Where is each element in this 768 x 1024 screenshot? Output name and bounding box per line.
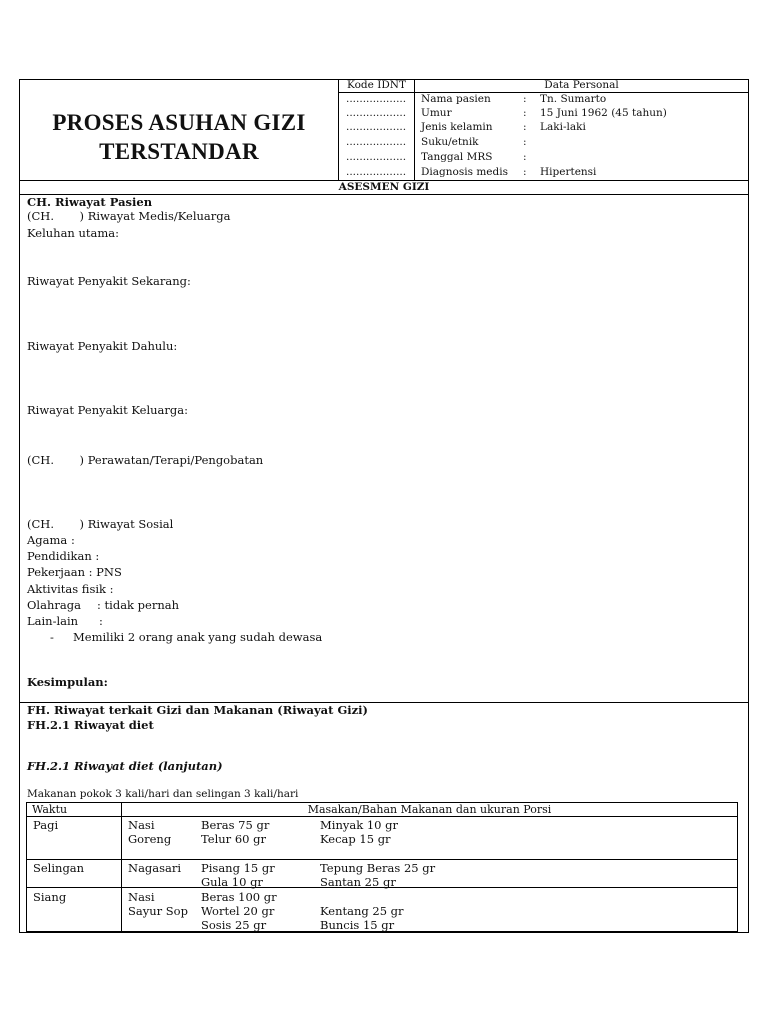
table-cell: Pisang 15 gr bbox=[201, 861, 275, 875]
table-header-masakan: Masakan/Bahan Makanan dan ukuran Porsi bbox=[307, 803, 552, 816]
olahraga-value: : tidak pernah bbox=[97, 598, 180, 612]
asesmen-title: ASESMEN GIZI bbox=[338, 181, 430, 193]
table-cell: Nasi bbox=[128, 890, 155, 904]
data-personal-header: Data Personal bbox=[544, 79, 619, 91]
ch-perawatan: (CH. ) Perawatan/Terapi/Pengobatan bbox=[27, 453, 264, 467]
riwayat-sekarang-label: Riwayat Penyakit Sekarang: bbox=[27, 274, 191, 288]
aktivitas-label: Aktivitas fisik : bbox=[27, 582, 114, 596]
kode-dots: .................. bbox=[346, 107, 407, 119]
field-value: Hipertensi bbox=[540, 166, 597, 178]
field-colon: : bbox=[523, 136, 527, 148]
lain-lain-label: Lain-lain bbox=[27, 614, 79, 628]
makan-pokok-note: Makanan pokok 3 kali/hari dan selingan 3 kali/hari bbox=[27, 788, 299, 800]
table-cell: Beras 75 gr bbox=[201, 818, 270, 832]
ch-riwayat-sosial: (CH. ) Riwayat Sosial bbox=[27, 517, 174, 531]
table-cell: Siang bbox=[33, 890, 67, 904]
table-cell: Minyak 10 gr bbox=[320, 818, 398, 832]
kode-idnt-header: Kode IDNT bbox=[347, 79, 406, 91]
kode-dots: .................. bbox=[346, 151, 407, 163]
table-header-line bbox=[26, 816, 738, 817]
table-cell: Tepung Beras 25 gr bbox=[320, 861, 436, 875]
field-colon: : bbox=[523, 107, 527, 119]
table-cell: Selingan bbox=[33, 861, 85, 875]
table-cell: Goreng bbox=[128, 832, 172, 846]
table-cell: Kentang 25 gr bbox=[320, 904, 404, 918]
field-colon: : bbox=[523, 151, 527, 163]
table-cell: Kecap 15 gr bbox=[320, 832, 391, 846]
field-colon: : bbox=[523, 93, 527, 105]
frame-bottom bbox=[19, 932, 749, 933]
kesimpulan-label: Kesimpulan: bbox=[27, 675, 108, 689]
riwayat-dahulu-label: Riwayat Penyakit Dahulu: bbox=[27, 339, 178, 353]
keluhan-utama-label: Keluhan utama: bbox=[27, 226, 120, 240]
table-cell: Wortel 20 gr bbox=[201, 904, 275, 918]
fh-title: FH. Riwayat terkait Gizi dan Makanan (Riwayat Gizi) bbox=[27, 703, 368, 717]
table-cell: Pagi bbox=[33, 818, 59, 832]
table-cell: Sosis 25 gr bbox=[201, 918, 267, 932]
kode-dots: .................. bbox=[346, 93, 407, 105]
frame-left bbox=[19, 79, 20, 933]
table-header-waktu: Waktu bbox=[32, 803, 68, 816]
field-value: Tn. Sumarto bbox=[540, 93, 607, 105]
table-left bbox=[26, 802, 27, 932]
table-cell: Santan 25 gr bbox=[320, 875, 396, 889]
table-cell: Beras 100 gr bbox=[201, 890, 277, 904]
lain-lain-colon: : bbox=[99, 614, 103, 628]
table-row-line bbox=[26, 859, 738, 860]
field-label: Jenis kelamin bbox=[421, 121, 493, 133]
ch-riwayat-medis: (CH. ) Riwayat Medis/Keluarga bbox=[27, 209, 231, 223]
table-cell: Gula 10 gr bbox=[201, 875, 263, 889]
pekerjaan-label: Pekerjaan : PNS bbox=[27, 565, 122, 579]
kode-dots: .................. bbox=[346, 136, 407, 148]
bullet-dash: - bbox=[50, 630, 54, 644]
field-label: Tanggal MRS bbox=[421, 151, 493, 163]
field-value: 15 Juni 1962 (45 tahun) bbox=[540, 107, 667, 119]
field-colon: : bbox=[523, 166, 527, 178]
riwayat-keluarga-label: Riwayat Penyakit Keluarga: bbox=[27, 403, 188, 417]
form-title-line2: TERSTANDAR bbox=[99, 139, 259, 164]
field-colon: : bbox=[523, 121, 527, 133]
frame-right bbox=[748, 79, 749, 933]
table-cell: Telur 60 gr bbox=[201, 832, 266, 846]
bullet-text: Memiliki 2 orang anak yang sudah dewasa bbox=[73, 630, 323, 644]
agama-label: Agama : bbox=[27, 533, 75, 547]
table-cell: Sayur Sop bbox=[128, 904, 188, 918]
field-label: Umur bbox=[421, 107, 452, 119]
fh-subtitle: FH.2.1 Riwayat diet bbox=[27, 718, 154, 732]
pendidikan-label: Pendidikan : bbox=[27, 549, 100, 563]
olahraga-label: Olahraga bbox=[27, 598, 81, 612]
header-divider-v2 bbox=[414, 79, 415, 180]
table-col-divider bbox=[121, 802, 122, 932]
table-right bbox=[737, 802, 738, 932]
fh-lanjutan: FH.2.1 Riwayat diet (lanjutan) bbox=[27, 759, 223, 773]
ch-riwayat-pasien: CH. Riwayat Pasien bbox=[27, 195, 153, 209]
kode-dots: .................. bbox=[346, 166, 407, 178]
field-label: Nama pasien bbox=[421, 93, 491, 105]
table-cell: Nagasari bbox=[128, 861, 182, 875]
table-cell: Nasi bbox=[128, 818, 155, 832]
form-title-line1: PROSES ASUHAN GIZI bbox=[52, 110, 306, 135]
kode-dots: .................. bbox=[346, 121, 407, 133]
field-label: Diagnosis medis bbox=[421, 166, 508, 178]
table-cell: Buncis 15 gr bbox=[320, 918, 395, 932]
field-label: Suku/etnik bbox=[421, 136, 479, 148]
header-divider-v1 bbox=[338, 79, 339, 180]
field-value: Laki-laki bbox=[540, 121, 586, 133]
